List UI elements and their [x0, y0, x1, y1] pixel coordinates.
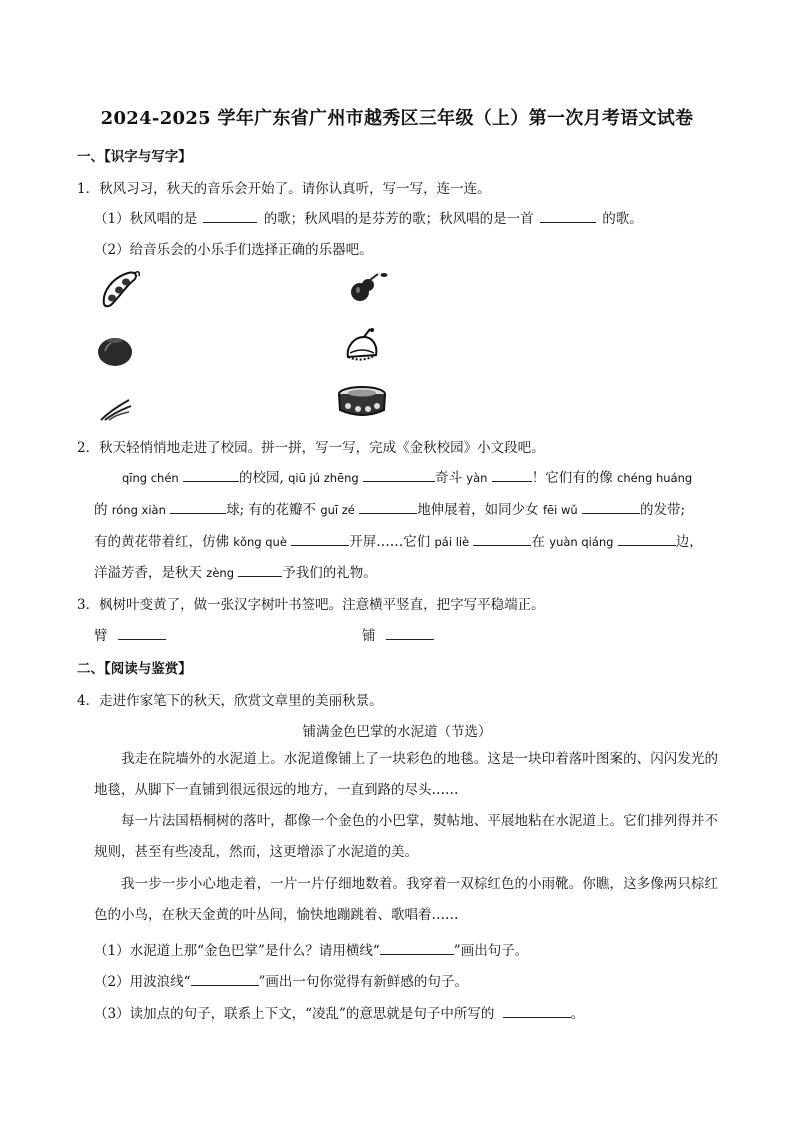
text: 的 [94, 502, 108, 518]
pinyin: pái liè [434, 535, 470, 549]
answer-blank[interactable] [170, 501, 226, 514]
answer-blank[interactable] [118, 627, 166, 640]
question-2-line-3 [94, 530, 703, 550]
pinyin: qīng chén [122, 471, 179, 485]
text: 的校园, [239, 470, 284, 486]
text: 边， [675, 534, 703, 550]
question-2-line-1 [122, 466, 692, 486]
question-3-char-1 [94, 624, 166, 644]
underline-sample [380, 942, 454, 955]
gourd-picture[interactable] [346, 270, 390, 306]
page-title: 2024-2025 学年广东省广州市越秀区三年级（上）第一次月考语文试卷 [100, 108, 694, 129]
text: 在 [531, 534, 545, 550]
text: （2）用波浪线“ [94, 974, 191, 990]
question-4-sub1 [94, 939, 528, 959]
answer-blank[interactable] [363, 469, 435, 482]
text: 洋溢芳香，是秋天 [94, 565, 202, 581]
text: ！它们有的像 [531, 470, 613, 486]
section-heading-1: 一、【识字与写字】 [77, 149, 192, 165]
char: 臂 [94, 628, 108, 644]
answer-blank[interactable] [203, 210, 257, 223]
question-2-line-4 [94, 561, 377, 581]
pinyin: yuàn qiáng [549, 535, 614, 549]
text: 奇斗 [434, 470, 462, 486]
text: 球; 有的花瓣不 [226, 502, 317, 518]
answer-blank[interactable] [492, 469, 532, 482]
pinyin: kǒng què [233, 535, 287, 549]
leaf-picture[interactable] [99, 398, 133, 422]
pinyin: yàn [466, 471, 488, 485]
text: ”画出一句你觉得有新鲜感的句子。 [258, 974, 468, 990]
pinyin: róng xiàn [111, 503, 166, 517]
question-4-sub2 [94, 970, 468, 990]
text: 。 [570, 1006, 585, 1022]
section-heading-2: 二、【阅读与鉴赏】 [77, 661, 192, 677]
answer-blank[interactable] [359, 501, 417, 514]
text: 的发带; [639, 502, 686, 518]
pea-pod-picture[interactable] [98, 268, 142, 310]
bell-picture[interactable] [342, 327, 382, 365]
question-2-stem: 2．秋天轻悄悄地走进了校园。拼一拼，写一写，完成《金秋校园》小文段吧。 [77, 440, 545, 456]
wave-line-sample [191, 973, 259, 986]
pinyin: zèng [206, 566, 234, 580]
text: 予我们的礼物。 [282, 565, 377, 581]
text: 有的黄花带着红，仿佛 [94, 534, 229, 550]
text: 的歌；秋风唱的是芬芳的歌；秋风唱的是一首 [263, 211, 534, 227]
answer-blank[interactable] [291, 533, 349, 546]
pinyin: qiū jú zhēng [288, 471, 359, 485]
answer-blank[interactable] [618, 533, 676, 546]
question-4-sub3 [94, 1002, 584, 1022]
text: 地伸展着，如同少女 [417, 502, 539, 518]
passage-title: 铺满金色巴掌的水泥道（节选） [302, 724, 492, 740]
answer-blank[interactable] [582, 501, 640, 514]
answer-blank[interactable] [238, 564, 282, 577]
text: （1）水泥道上那“金色巴掌”是什么？请用横线“ [94, 943, 380, 959]
pinyin: fēi wǔ [542, 503, 578, 517]
passage-paragraph-3: 我一步一步小心地走着，一片一片仔细地数着。我穿着一双棕红色的小雨靴。你瞧，这多像两只棕红色的小鸟，在秋天金黄的叶丛间，愉快地蹦跳着、歌唱着…… [94, 876, 718, 923]
text: （1）秋风唱的是 [94, 211, 198, 227]
pinyin: guī zé [320, 503, 355, 517]
answer-blank[interactable] [540, 210, 596, 223]
question-1-sub2: （2）给音乐会的小乐手们选择正确的乐器吧。 [94, 242, 373, 258]
text: （3）读加点的句子，联系上下文，“凌乱”的意思就是句子中所写的 [94, 1006, 495, 1022]
question-3-char-2 [362, 624, 434, 644]
char: 铺 [362, 628, 376, 644]
passage-paragraph-2: 每一片法国梧桐树的落叶，都像一个金色的小巴掌，熨帖地、平展地粘在水泥道上。它们排列得并不规则，甚至有些凌乱，然而，这更增添了水泥道的美。 [94, 813, 718, 860]
text: 开屏……它们 [349, 534, 431, 550]
question-2-line-2 [94, 498, 685, 518]
question-3-stem: 3．枫树叶变黄了，做一张汉字树叶书签吧。注意横平竖直，把字写平稳端正。 [77, 597, 545, 613]
text: ”画出句子。 [453, 943, 529, 959]
question-1-stem: 1．秋风习习，秋天的音乐会开始了。请你认真听，写一写，连一连。 [77, 181, 491, 197]
persimmon-picture[interactable] [97, 333, 135, 367]
answer-blank[interactable] [386, 627, 434, 640]
answer-blank[interactable] [503, 1005, 571, 1018]
text: 的歌。 [602, 211, 643, 227]
question-1-sub1 [94, 207, 643, 227]
pinyin: chéng huáng [617, 471, 693, 485]
question-4-stem: 4．走进作家笔下的秋天，欣赏文章里的美丽秋景。 [77, 693, 383, 709]
drum-picture[interactable] [336, 384, 388, 420]
answer-blank[interactable] [183, 469, 239, 482]
passage-paragraph-1: 我走在院墙外的水泥道上。水泥道像铺上了一块彩色的地毯。这是一块印着落叶图案的、闪闪发光的地毯，从脚下一直铺到很远很远的地方，一直到路的尽头…… [94, 751, 718, 798]
answer-blank[interactable] [473, 533, 531, 546]
